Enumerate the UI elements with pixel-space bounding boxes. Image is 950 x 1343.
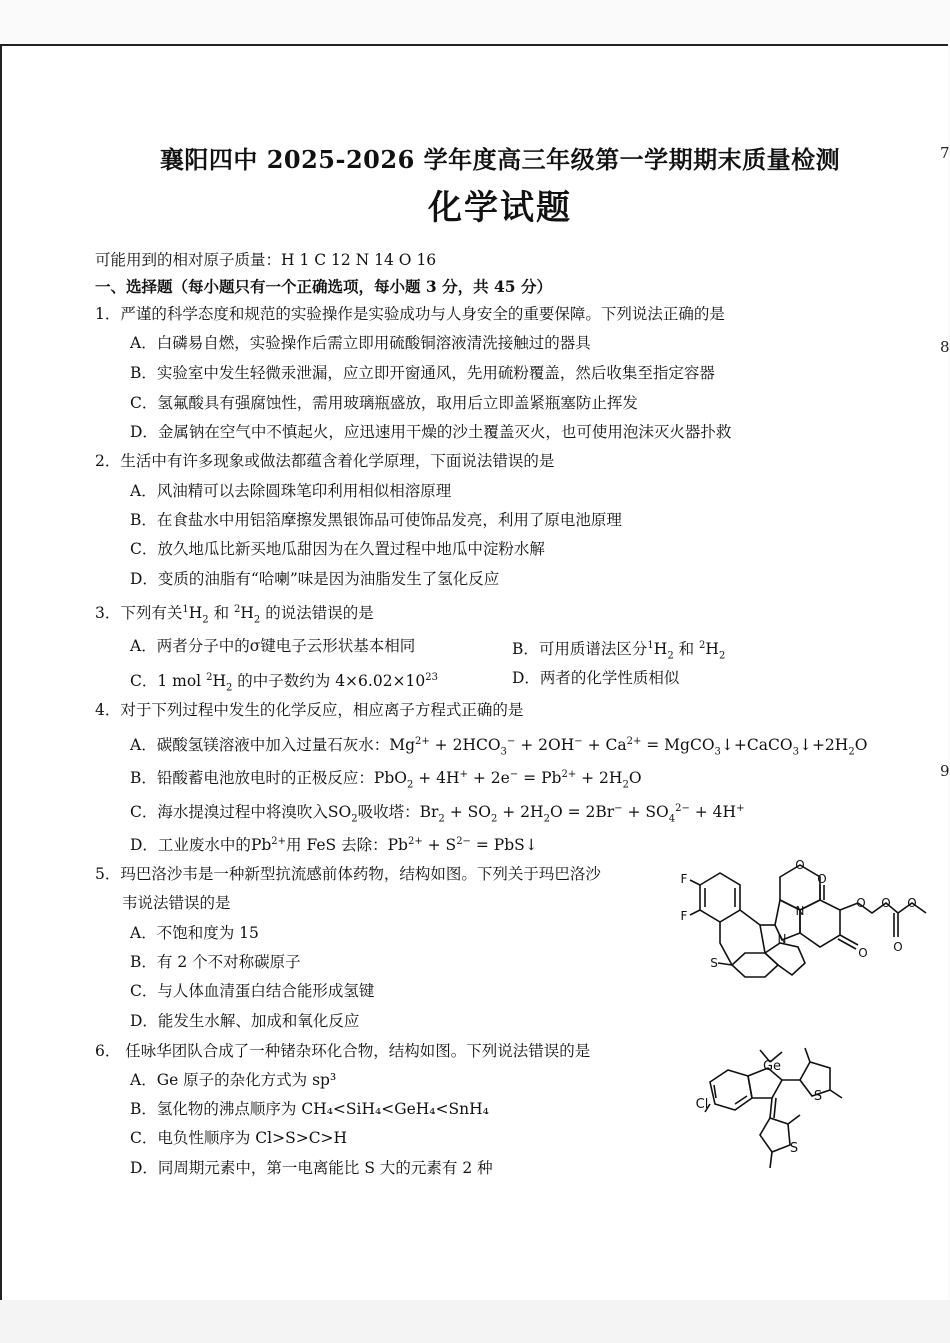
q5-option-c: C．与人体血清蛋白结合能形成氢键 [130, 982, 375, 1000]
q3-stem-part: 3．下列有关 [95, 604, 183, 623]
atom-label: S [710, 956, 718, 970]
q3-option-c-text: C．1 mol [130, 672, 207, 691]
q3-option-d: D．两者的化学性质相似 [512, 669, 680, 687]
q4-option-a: A．碳酸氢镁溶液中加入过量石灰水：$Mg^{2+} + 2HCO_3^- + 2OH^- + Ca^{2+}$ = $MgCO_3↓+CaCO_3↓+2H_2O$ [130, 736, 868, 758]
question-6-stem: 6． 任咏华团队合成了一种锗杂环化合物，结构如图。下列说法错误的是 [95, 1042, 591, 1060]
question-3-stem: 3．下列有关$^1H_2$ 和 $^2H_2$ 的说法错误的是 [95, 604, 374, 626]
subject-title: 化学试题 [428, 188, 572, 228]
atom-label: N [795, 904, 805, 918]
atomic-masses: 可能用到的相对原子质量：H 1 C 12 N 14 O 16 [95, 251, 437, 269]
question-2-stem: 2．生活中有许多现象或做法都蕴含着化学原理，下面说法错误的是 [95, 452, 555, 470]
question-1-stem: 1．严谨的科学态度和规范的实验操作是实验成功与人身安全的重要保障。下列说法正确的是 [95, 305, 725, 323]
question-5-stem-cont: 韦说法错误的是 [122, 894, 231, 912]
q1-option-a: A．白磷易自燃，实验操作后需立即用硫酸铜溶液清洗接触过的器具 [130, 334, 591, 352]
margin-number: 8 [940, 338, 950, 356]
q3-stem-part: 的说法错误的是 [265, 604, 374, 623]
q3-option-b-text: B．可用质谱法区分 [512, 640, 648, 659]
atom-label: Ge [762, 1059, 782, 1074]
germole-structure [690, 1040, 860, 1180]
q1-option-c: C．氢氟酸具有强腐蚀性，需用玻璃瓶盛放，取用后立即盖紧瓶塞防止挥发 [130, 394, 638, 412]
q6-option-d: D．同周期元素中，第一电离能比 S 大的元素有 2 种 [130, 1159, 493, 1177]
exam-title: 襄阳四中 2025-2026 学年度高三年级第一学期期末质量检测 [159, 145, 841, 174]
q4-option-c: C．海水提溴过程中将溴吹入$SO_2$吸收塔：$Br_2 + SO_2 + 2H_2O = 2Br^- + SO_4^{2-} + 4H^+$ [130, 803, 745, 825]
q4-option-b-label: B．铅酸蓄电池放电时的正极反应： [130, 769, 374, 788]
atom-label: N [777, 932, 787, 946]
q4-option-a-label: A．碳酸氢镁溶液中加入过量石灰水： [130, 736, 390, 755]
question-5-stem: 5．玛巴洛沙韦是一种新型抗流感前体药物，结构如图。下列关于玛巴洛沙 [95, 865, 601, 883]
atom-label: O [817, 872, 827, 886]
question-4-stem: 4．对于下列过程中发生的化学反应，相应离子方程式正确的是 [95, 701, 524, 719]
q6-option-b: B．氢化物的沸点顺序为 CH₄<SiH₄<GeH₄<SnH₄ [130, 1100, 489, 1118]
q4-option-d: D．工业废水中的$Pb^{2+}$用 FeS 去除：$Pb^{2+} + S^{2-}$ = PbS↓ [130, 836, 538, 855]
section-heading: 一、选择题（每小题只有一个正确选项，每小题 3 分，共 45 分） [95, 277, 552, 296]
q4-option-c-label: C．海水提溴过程中将溴吹入 [130, 803, 328, 822]
q4-option-c-label: 吸收塔： [357, 803, 420, 822]
atom-label: O [856, 896, 866, 910]
atom-label: O [881, 896, 891, 910]
q6-option-c: C．电负性顺序为 Cl>S>C>H [130, 1129, 348, 1147]
atom-label: F [680, 872, 688, 886]
atom-label: O [858, 946, 868, 960]
q3-option-c: C．1 mol $^2H_2$ 的中子数约为 $4\times 6.02\times 10^{23}$ [130, 672, 439, 694]
q2-option-a: A．风油精可以去除圆珠笔印利用相似相溶原理 [130, 482, 452, 500]
atom-label: O [795, 858, 805, 872]
margin-number: 7 [940, 144, 950, 162]
q1-option-d: D．金属钠在空气中不慎起火，应迅速用干燥的沙土覆盖灭火，也可使用泡沫灭火器扑救 [130, 423, 732, 441]
q4-option-d-label: 用 FeS 去除： [286, 836, 388, 855]
q4-option-b: B．铅酸蓄电池放电时的正极反应：$PbO_2 + 4H^+ + 2e^- = Pb^{2+} + 2H_2O$ [130, 769, 642, 791]
q2-option-c: C．放久地瓜比新买地瓜甜因为在久置过程中地瓜中淀粉水解 [130, 540, 545, 558]
q3-option-b: B．可用质谱法区分$^1H_2$ 和 $^2H_2$ [512, 640, 726, 662]
q6-option-a: A．Ge 原子的杂化方式为 sp³ [130, 1071, 337, 1089]
scan-bottom-strip [0, 1300, 950, 1343]
q1-option-b: B．实验室中发生轻微汞泄漏，应立即开窗通风，先用硫粉覆盖，然后收集至指定容器 [130, 364, 715, 382]
atom-label: F [680, 909, 688, 923]
q2-option-d: D．变质的油脂有“哈喇”味是因为油脂发生了氢化反应 [130, 570, 500, 588]
atom-label: S [789, 1141, 799, 1156]
q3-option-c-exponent: 23 [425, 672, 439, 683]
atom-label: Cl [695, 1097, 709, 1112]
q3-option-a: A．两者分子中的σ键电子云形状基本相同 [130, 637, 416, 655]
q3-option-c-text: 的中子数约为 4×6.02×10 [232, 672, 426, 691]
q5-option-b: B．有 2 个不对称碳原子 [130, 953, 301, 971]
atom-label: O [907, 896, 917, 910]
q5-option-a: A．不饱和度为 15 [130, 924, 259, 942]
q5-option-d: D．能发生水解、加成和氧化反应 [130, 1012, 360, 1030]
q2-option-b: B．在食盐水中用铝箔摩擦发黑银饰品可使饰品发亮，利用了原电池原理 [130, 511, 622, 529]
atom-label: S [813, 1089, 823, 1104]
baloxavir-structure [670, 855, 930, 1005]
atom-label: O [893, 940, 903, 954]
q4-option-d-label: D．工业废水中的 [130, 836, 251, 855]
margin-number: 9 [940, 762, 950, 780]
